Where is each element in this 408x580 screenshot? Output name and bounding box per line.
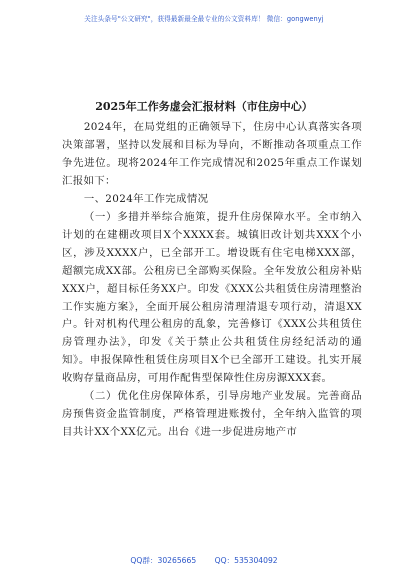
intro-paragraph: 2024年，在局党组的正确领导下，住房中心认真落实各项决策部署，坚持以发展和目标为导向，不断推动各项重点工作争先进位。现将2024年工作完成情况和2025年重点工作谋划汇报如下：	[62, 121, 362, 187]
footer-qq-group: QQ群：30265665	[130, 556, 197, 565]
footer-qq: QQ：535304092	[214, 556, 278, 565]
header-note: 关注头条号"公文研究"，获得最新最全最专业的公文资料库！ 微信：gongwenyj	[84, 15, 324, 23]
section-heading: 一、2024年工作完成情况	[83, 192, 209, 205]
document-title: 2025年工作务虚会汇报材料（市住房中心）	[95, 100, 313, 113]
footer-contact	[0, 555, 408, 566]
document-body	[62, 119, 362, 442]
body-paragraph-1: （一）多措并举综合施策，提升住房保障水平。全市纳入计划的在建棚改项目X个XXXX套。城镇旧改计划共XXX个小区，涉及XXXX户，已全部开工。增设既有住宅电梯XXX部，超额完成XX部。公租房已全部购买保险。全年发放公租房补贴XXX户，超目标任务XX户。印发《XXX公共租赁住房清理整治工作实施方案》，全面开展公租房清理清退专项行动，清退XX户。针对机构代理公租房的乱象，完善修订《XXX公共租赁住房管理办法》，印发《关于禁止公共租赁住房经纪活动的通知》。申报保障性租赁住房项目X个已全部开工建设。扎实开展收购存量商品房，可用作配售型保障性住房房源XXX套。	[62, 210, 362, 385]
body-paragraph-2: （二）优化住房保障体系，引导房地产业发展。完善商品房预售资金监管制度，严格管理进账拨付，全年纳入监管的项目共计XX个XX亿元。出台《进一步促进房地产市	[62, 390, 362, 439]
